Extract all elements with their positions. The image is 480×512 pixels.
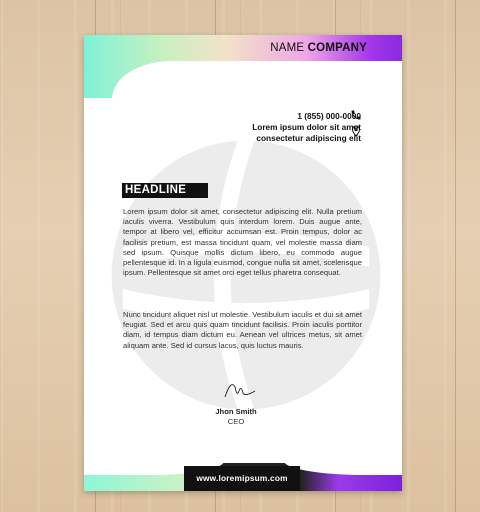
company-name-bold: COMPANY xyxy=(307,42,367,54)
signer-name: Jhon Smith xyxy=(215,407,257,416)
signer-title: CEO xyxy=(227,417,245,426)
address-line-2: consectetur adipiscing elit xyxy=(256,133,361,143)
body-paragraph-1: Lorem ipsum dolor sit amet, consectetur adipiscing elit. Nulla pretium iaculis viverra. Vestibulum quis interdum lorem. Duis augue ante, tempor at libero vel, efficitur accumsan est. Proin tempus, dolor ac facilisis pretium, est massa tincidunt quam, vel molestie massa diam sed ipsum. Quisque mollis dictum libero, eu commodo augue pellentesque id. In a ligula euismod, congue nulla sit amet, scelerisque ipsum. Pellentesque sit amet orci eget tellus pharetra consequat. xyxy=(123,207,362,278)
wood-plank-seam xyxy=(455,0,456,512)
company-name-prefix: NAME xyxy=(270,42,305,54)
website-url: www.loremipsum.com xyxy=(196,473,288,483)
headline: HEADLINE xyxy=(122,183,208,198)
body-paragraph-2: Nunc tincidunt aliquet nisl ut molestie. Vestibulum iaculis et dui sit amet feugiat. Sed et arcu quis quam tincidunt facilisis. Proin iaculis porttitor diam, id tempus diam dictum eu. Aenean vel ultrices metus, sit amet aliquam ante. Sed id cursus lacus, quis luctus mauris. xyxy=(123,310,362,350)
letterhead-page xyxy=(84,35,402,491)
location-pin-icon xyxy=(350,125,362,137)
phone-icon xyxy=(350,109,362,121)
phone-number: 1 (855) 000-0000 xyxy=(297,111,361,121)
company-name xyxy=(270,42,367,54)
signature-scribble xyxy=(223,377,257,401)
address-line-1: Lorem ipsum dolor sit amet xyxy=(252,122,361,132)
contact-block xyxy=(252,111,361,144)
